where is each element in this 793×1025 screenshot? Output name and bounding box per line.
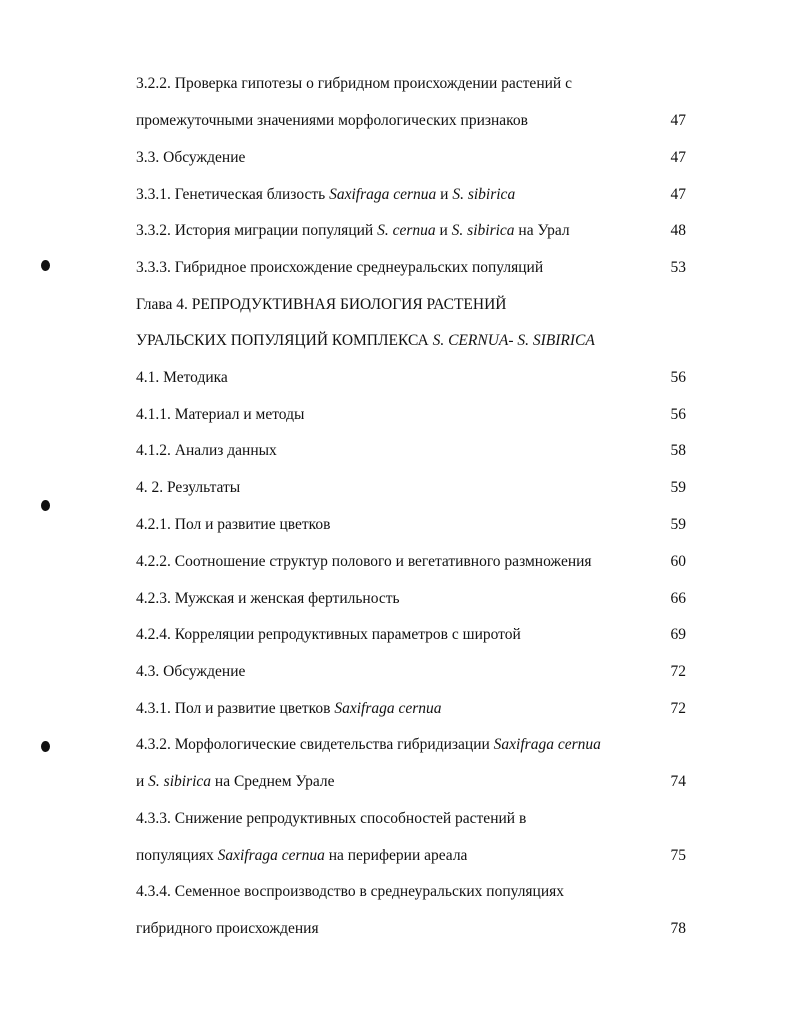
toc-entry-title: 4.1. Методика (136, 369, 228, 386)
toc-line (136, 110, 686, 132)
toc-line (136, 220, 686, 242)
toc-line (136, 73, 686, 95)
toc-page-number: 48 (670, 222, 686, 239)
toc-line (136, 734, 686, 756)
toc-entry-title: и S. sibirica на Среднем Урале (136, 773, 335, 790)
toc-page-number: 74 (670, 773, 686, 790)
toc-line (136, 881, 686, 903)
toc-entry-title: 4.3.4. Семенное воспроизводство в среднеуральских популяциях (136, 883, 565, 900)
toc-line (136, 661, 686, 683)
toc-line (136, 147, 686, 169)
toc-chapter-heading (136, 294, 686, 316)
toc-page-number: 78 (670, 920, 686, 937)
toc-page-number: 66 (670, 590, 686, 607)
toc-page-number: 56 (670, 406, 686, 423)
binder-hole-mark (41, 260, 50, 271)
toc-entry-title: 3.3.1. Генетическая близость Saxifraga cernua и S. sibirica (136, 186, 516, 203)
toc-page-number: 60 (670, 553, 686, 570)
toc-page-number: 69 (670, 626, 686, 643)
toc-line (136, 404, 686, 426)
toc-line (136, 808, 686, 830)
toc-line (136, 367, 686, 389)
toc-entry-title: 3.3.2. История миграции популяций S. cernua и S. sibirica на Урал (136, 222, 570, 239)
toc-page-number: 47 (670, 149, 686, 166)
toc-entry-title: 4.3.2. Морфологические свидетельства гибридизации Saxifraga cernua (136, 736, 601, 753)
toc-page-number: 75 (670, 847, 686, 864)
toc-line (136, 588, 686, 610)
toc-entry-title: 4.1.2. Анализ данных (136, 442, 277, 459)
toc-entry-title: 4.3. Обсуждение (136, 663, 246, 680)
toc-line (136, 771, 686, 793)
toc-entry-title: 4.2.2. Соотношение структур полового и вегетативного размножения (136, 553, 592, 570)
toc-entry-title: 3.3.3. Гибридное происхождение среднеуральских популяций (136, 259, 544, 276)
toc-page-number: 47 (670, 186, 686, 203)
toc-entry-title: 4.2.4. Корреляции репродуктивных параметров с широтой (136, 626, 521, 643)
toc-line (136, 551, 686, 573)
toc-entry-title: популяциях Saxifraga cernua на периферии ареала (136, 847, 468, 864)
toc-entry-title: 4.1.1. Материал и методы (136, 406, 305, 423)
toc-entry-title: 3.2.2. Проверка гипотезы о гибридном происхождении растений с (136, 75, 572, 92)
toc-line (136, 184, 686, 206)
toc-page-number: 59 (670, 479, 686, 496)
toc-page-number: 47 (670, 112, 686, 129)
binder-hole-mark (41, 500, 50, 511)
toc-page-number: 53 (670, 259, 686, 276)
toc-page-number: 72 (670, 700, 686, 717)
toc-entry-title: 4.2.1. Пол и развитие цветков (136, 516, 331, 533)
toc-line (136, 514, 686, 536)
toc-entry-title: гибридного происхождения (136, 920, 319, 937)
toc-entry-title: 4.2.3. Мужская и женская фертильность (136, 590, 400, 607)
toc-line (136, 918, 686, 940)
toc-entry-title: 4. 2. Результаты (136, 479, 241, 496)
toc-chapter-heading (136, 330, 686, 352)
binder-hole-mark (41, 741, 50, 752)
toc-line (136, 477, 686, 499)
toc-entry-title: 3.3. Обсуждение (136, 149, 246, 166)
toc-entry-title: УРАЛЬСКИХ ПОПУЛЯЦИЙ КОМПЛЕКСА S. CERNUA- S. SIBIRICA (136, 332, 595, 349)
toc-entry-title: промежуточными значениями морфологических признаков (136, 112, 528, 129)
toc-entry-title: 4.3.3. Снижение репродуктивных способностей растений в (136, 810, 527, 827)
toc-line (136, 440, 686, 462)
toc-entry-title: Глава 4. РЕПРОДУКТИВНАЯ БИОЛОГИЯ РАСТЕНИЙ (136, 296, 507, 313)
toc-page-number: 59 (670, 516, 686, 533)
toc-line (136, 624, 686, 646)
toc-entry-title: 4.3.1. Пол и развитие цветков Saxifraga cernua (136, 700, 442, 717)
toc-page-number: 58 (670, 442, 686, 459)
toc-line (136, 257, 686, 279)
toc-page-number: 56 (670, 369, 686, 386)
toc-page-number: 72 (670, 663, 686, 680)
toc-line (136, 698, 686, 720)
toc-line (136, 845, 686, 867)
